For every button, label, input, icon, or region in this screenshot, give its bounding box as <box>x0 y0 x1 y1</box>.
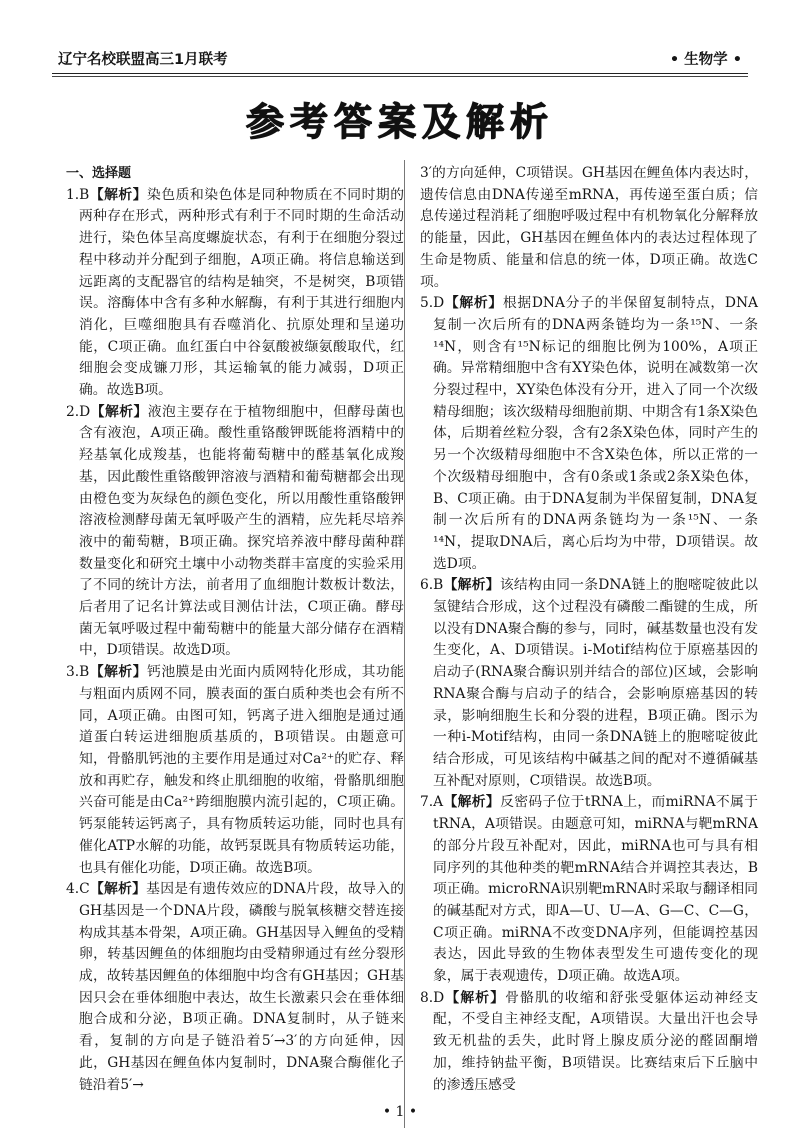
answer-number: 8.D <box>420 989 445 1006</box>
left-column <box>66 163 404 1096</box>
answer-item-1 <box>66 185 404 402</box>
right-column <box>420 163 758 1096</box>
analysis-tag: 【解析】 <box>443 577 500 594</box>
page-title: 参考答案及解析 <box>245 100 554 144</box>
analysis-tag: 【解析】 <box>89 664 148 681</box>
answer-text: 该结构由同一条DNA链上的胞嘧啶彼此以氢键结合形成，这个过程没有磷酸二酯键的生成，所以没有DNA聚合酶的参与，同时，碱基数量也没有发生变化，A、D项错误。i-Motif结构位于原癌基因的启动子(RNA聚合酶识别并结合的部位)区域，会影响RNA聚合酶与启动子的结合，会影响原癌基因的转录，影响细胞生长和分裂的进程，B项正确。图示为一种i-Motif结构，由同一条DNA链上的胞嘧啶彼此结合形成，可见该结构中碱基之间的配对不遵循碱基互补配对原则，C项错误。故选B项。 <box>433 577 758 789</box>
answer-item-4-continued: 3′的方向延伸，C项错误。GH基因在鲤鱼体内表达时，遗传信息由DNA传递至mRNA，再传递至蛋白质；信息传递过程消耗了细胞呼吸过程中有机物氧化分解释放的能量，因此，GH基因在鲤鱼体内的表达过程体现了生命是物质、能量和信息的统一体，D项正确。故选C项。 <box>420 165 758 290</box>
answer-number: 6.B <box>420 577 444 594</box>
answer-text: 反密码子位于tRNA上，而miRNA不属于tRNA，A项错误。由题意可知，miRNA与靶mRNA的部分片段互补配对，因此，miRNA也可与具有相同序列的其他种类的靶mRNA结合并调控其表达，B项正确。microRNA识别靶mRNA时采取与翻译相同的碱基配对方式，即A—U、U—A、G—C、C—G，C项正确。miRNA不改变DNA序列，但能调控基因表达，因此导致的生物体表型发生可遗传变化的现象，属于表观遗传，D项正确。故选A项。 <box>433 794 759 985</box>
answer-item-4 <box>66 879 404 1096</box>
subject-name: • 生物学 • <box>669 52 742 68</box>
exam-name: 辽宁名校联盟高三1月联考 <box>58 52 228 68</box>
answer-item-2 <box>66 402 404 662</box>
analysis-tag: 【解析】 <box>444 295 503 312</box>
answer-item-5 <box>420 293 758 575</box>
page-header <box>52 50 748 70</box>
column-divider <box>404 160 405 1128</box>
answer-text: 染色质和染色体是同种物质在不同时期的两种存在形式，两种形式有利于不同时期的生命活动进行，染色体呈高度螺旋状态，有利于在细胞分裂过程中移动并分配到子细胞，A项正确。将信息输送到远距离的支配器官的结构是轴突，不是树突，B项错误。溶酶体中含有多种水解酶，有利于其进行细胞内消化，巨噬细胞具有吞噬消化、抗原处理和呈递功能，C项正确。血红蛋白中谷氨酸被缬氨酸取代，红细胞会变成镰刀形，其运输氧的能力减弱，D项正确。故选B项。 <box>79 186 405 399</box>
header-rule-thin <box>52 76 748 77</box>
analysis-tag: 【解析】 <box>90 403 148 420</box>
answer-item-8 <box>420 988 758 1097</box>
answer-text: 骨骼肌的收缩和舒张受躯体运动神经支配，不受自主神经支配，A项错误。大量出汗也会导致无机盐的丢失，此时肾上腺皮质分泌的醛固酮增加，维持钠盐平衡，B项错误。比赛结束后下丘脑中的渗透压感受 <box>433 989 759 1093</box>
answer-item-6 <box>420 575 758 792</box>
analysis-tag: 【解析】 <box>89 881 147 898</box>
analysis-tag: 【解析】 <box>443 794 501 811</box>
section-heading: 一、选择题 <box>66 166 132 181</box>
page-number: • 1 • <box>382 1104 418 1120</box>
answer-text: 基因是有遗传效应的DNA片段，故导入的GH基因是一个DNA片段，磷酸与脱氧核糖交替连接构成其基本骨架，A项正确。GH基因导入鲤鱼的受精卵，转基因鲤鱼的体细胞均由受精卵通过有丝分裂形成，故转基因鲤鱼的体细胞中均含有GH基因；GH基因只会在垂体细胞中表达，故生长激素只会在垂体细胞合成和分泌，B项正确。DNA复制时，从子链来看，复制的方向是子链沿着5′→3′的方向延伸，因此，GH基因在鲤鱼体内复制时，DNA聚合酶催化子链沿着5′→ <box>79 881 404 1093</box>
analysis-tag: 【解析】 <box>444 989 506 1006</box>
answer-number: 3.B <box>66 664 90 681</box>
answer-number: 2.D <box>66 403 91 420</box>
answer-number: 4.C <box>66 881 90 898</box>
answer-item-7 <box>420 792 758 987</box>
answer-item-3 <box>66 662 404 879</box>
answer-number: 7.A <box>420 794 444 811</box>
answer-text: 液泡主要存在于植物细胞中，但酵母菌也含有液泡，A项正确。酸性重铬酸钾既能将酒精中的羟基氧化成羧基，也能将葡萄糖中的醛基氧化成羧基，因此酸性重铬酸钾溶液与酒精和葡萄糖都会出现由橙色变为灰绿色的颜色变化，所以用酸性重铬酸钾溶液检测酵母菌无氧呼吸产生的酒精，应先耗尽培养液中的葡萄糖，B项正确。探究培养液中酵母菌种群数量变化和研究土壤中小动物类群丰富度的实验采用了不同的统计方法，前者用了血细胞计数板计数法，后者用了记名计算法或目测估计法，C项正确。酵母菌无氧呼吸过程中葡萄糖中的能量大部分储存在酒精中，D项错误。故选D项。 <box>79 403 405 659</box>
header-rule-thick <box>52 73 748 74</box>
answer-text: 根据DNA分子的半保留复制特点，DNA复制一次后所有的DNA两条链均为一条¹⁵N、一条¹⁴N，则含有¹⁵N标记的细胞比例为100%，A项正确。异常精细胞中含有XY染色体，说明在减数第一次分裂过程中，XY染色体没有分开，进入了同一个次级精母细胞；该次级精母细胞前期、中期含有1条X染色体，后期着丝粒分裂，含有2条X染色体，同时产生的另一个次级精母细胞中不含X染色体，所以正常的一个次级精母细胞中，含有0条或1条或2条X染色体，B、C项正确。由于DNA复制为半保留复制，DNA复制一次后所有的DNA两条链均为一条¹⁵N、一条¹⁴N，提取DNA后，离心后均为中带，D项错误。故选D项。 <box>433 295 759 572</box>
answer-number: 1.B <box>66 186 90 203</box>
answer-text: 钙池膜是由光面内质网特化形成，其功能与粗面内质网不同，膜表面的蛋白质种类也会有所不同，A项正确。由图可知，钙离子进入细胞是通过通道蛋白转运进细胞质基质的，B项错误。由题意可知，骨骼肌钙池的主要作用是通过对Ca²⁺的贮存、释放和再贮存，触发和终止肌细胞的收缩，骨骼肌细胞兴奋可能是由Ca²⁺跨细胞膜内流引起的，C项正确。钙泵能转运钙离子，具有物质转运功能，同时也具有催化ATP水解的功能，故钙泵既具有物质转运功能，也具有催化功能，D项正确。故选B项。 <box>79 664 405 876</box>
analysis-tag: 【解析】 <box>89 186 148 203</box>
answer-number: 5.D <box>420 295 445 312</box>
